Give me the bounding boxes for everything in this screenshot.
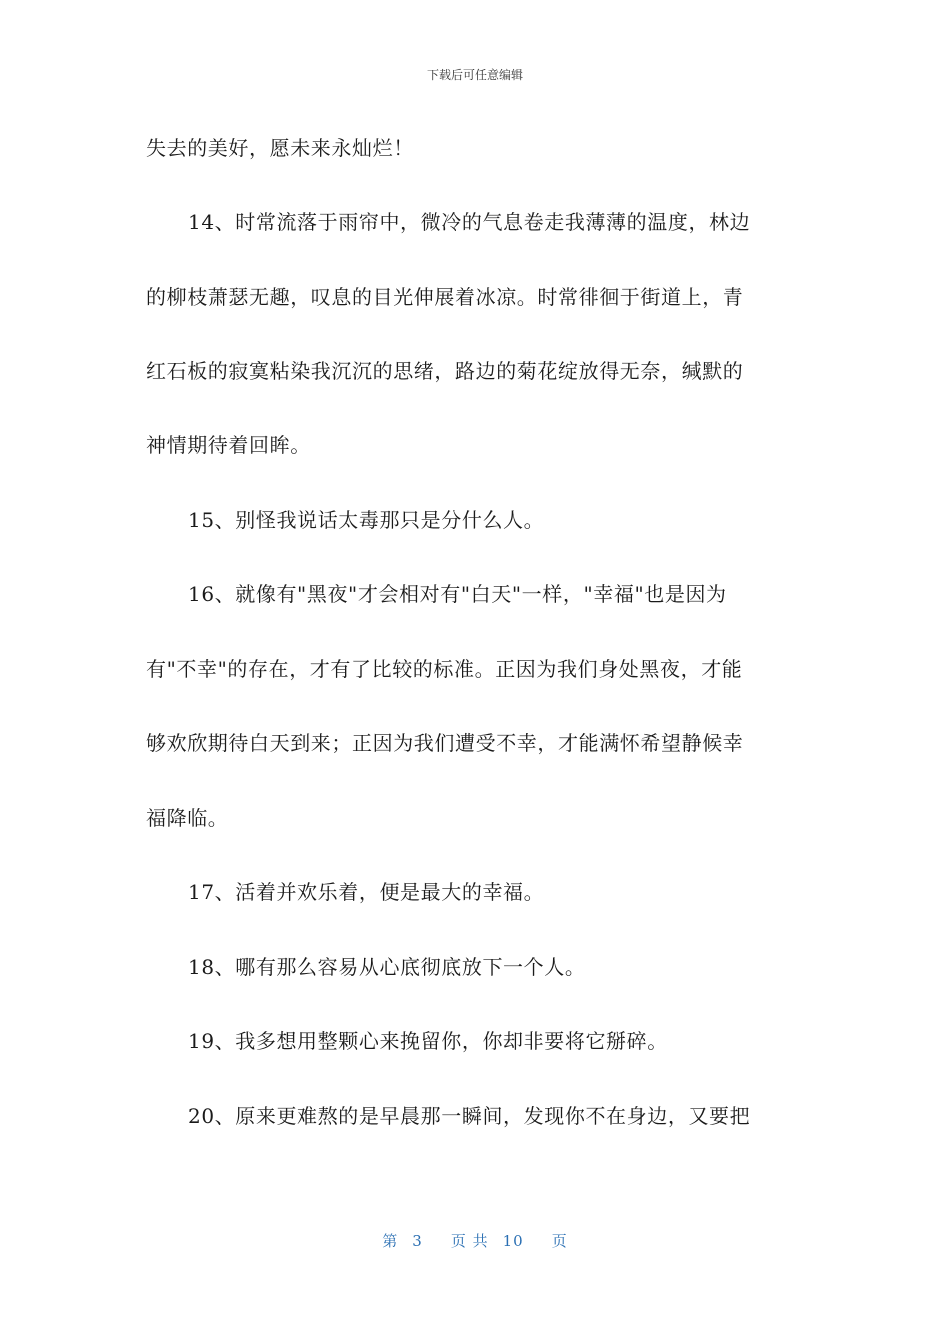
total-pages-number: 10 [502,1232,524,1250]
header-note: 下载后可任意编辑 [426,68,523,82]
footer-middle: 页 共 [450,1232,489,1250]
text-line: 的柳枝萧瑟无趣，叹息的目光伸展着冰凉。时常徘徊于街道上，青 [146,285,744,309]
paragraph-14-line: 14、时常流落于雨帘中，微冷的气息卷走我薄薄的温度，林边 [188,210,751,234]
footer-suffix: 页 [551,1232,568,1250]
paragraph-17-line: 17、活着并欢乐着，便是最大的幸福。 [188,880,545,904]
text-line: 失去的美好，愿未来永灿烂！ [146,136,414,160]
text-line: 有"不幸"的存在，才有了比较的标准。正因为我们身处黑夜，才能 [146,657,743,681]
paragraph-15-line: 15、别怪我说话太毒那只是分什么人。 [188,508,545,532]
text-line: 神情期待着回眸。 [146,433,311,457]
text-line: 红石板的寂寞粘染我沉沉的思绪，路边的菊花绽放得无奈，缄默的 [146,359,744,383]
footer-prefix: 第 [382,1232,399,1250]
paragraph-20-line: 20、原来更难熬的是早晨那一瞬间，发现你不在身边，又要把 [188,1104,751,1128]
text-line: 福降临。 [146,806,229,830]
paragraph-16-line: 16、就像有"黑夜"才会相对有"白天"一样，"幸福"也是因为 [188,582,727,606]
page-footer [0,1230,950,1251]
paragraph-19-line: 19、我多想用整颗心来挽留你，你却非要将它掰碎。 [188,1029,668,1053]
paragraph-18-line: 18、哪有那么容易从心底彻底放下一个人。 [188,955,586,979]
current-page-number: 3 [412,1232,423,1250]
text-line: 够欢欣期待白天到来；正因为我们遭受不幸，才能满怀希望静候幸 [146,731,744,755]
